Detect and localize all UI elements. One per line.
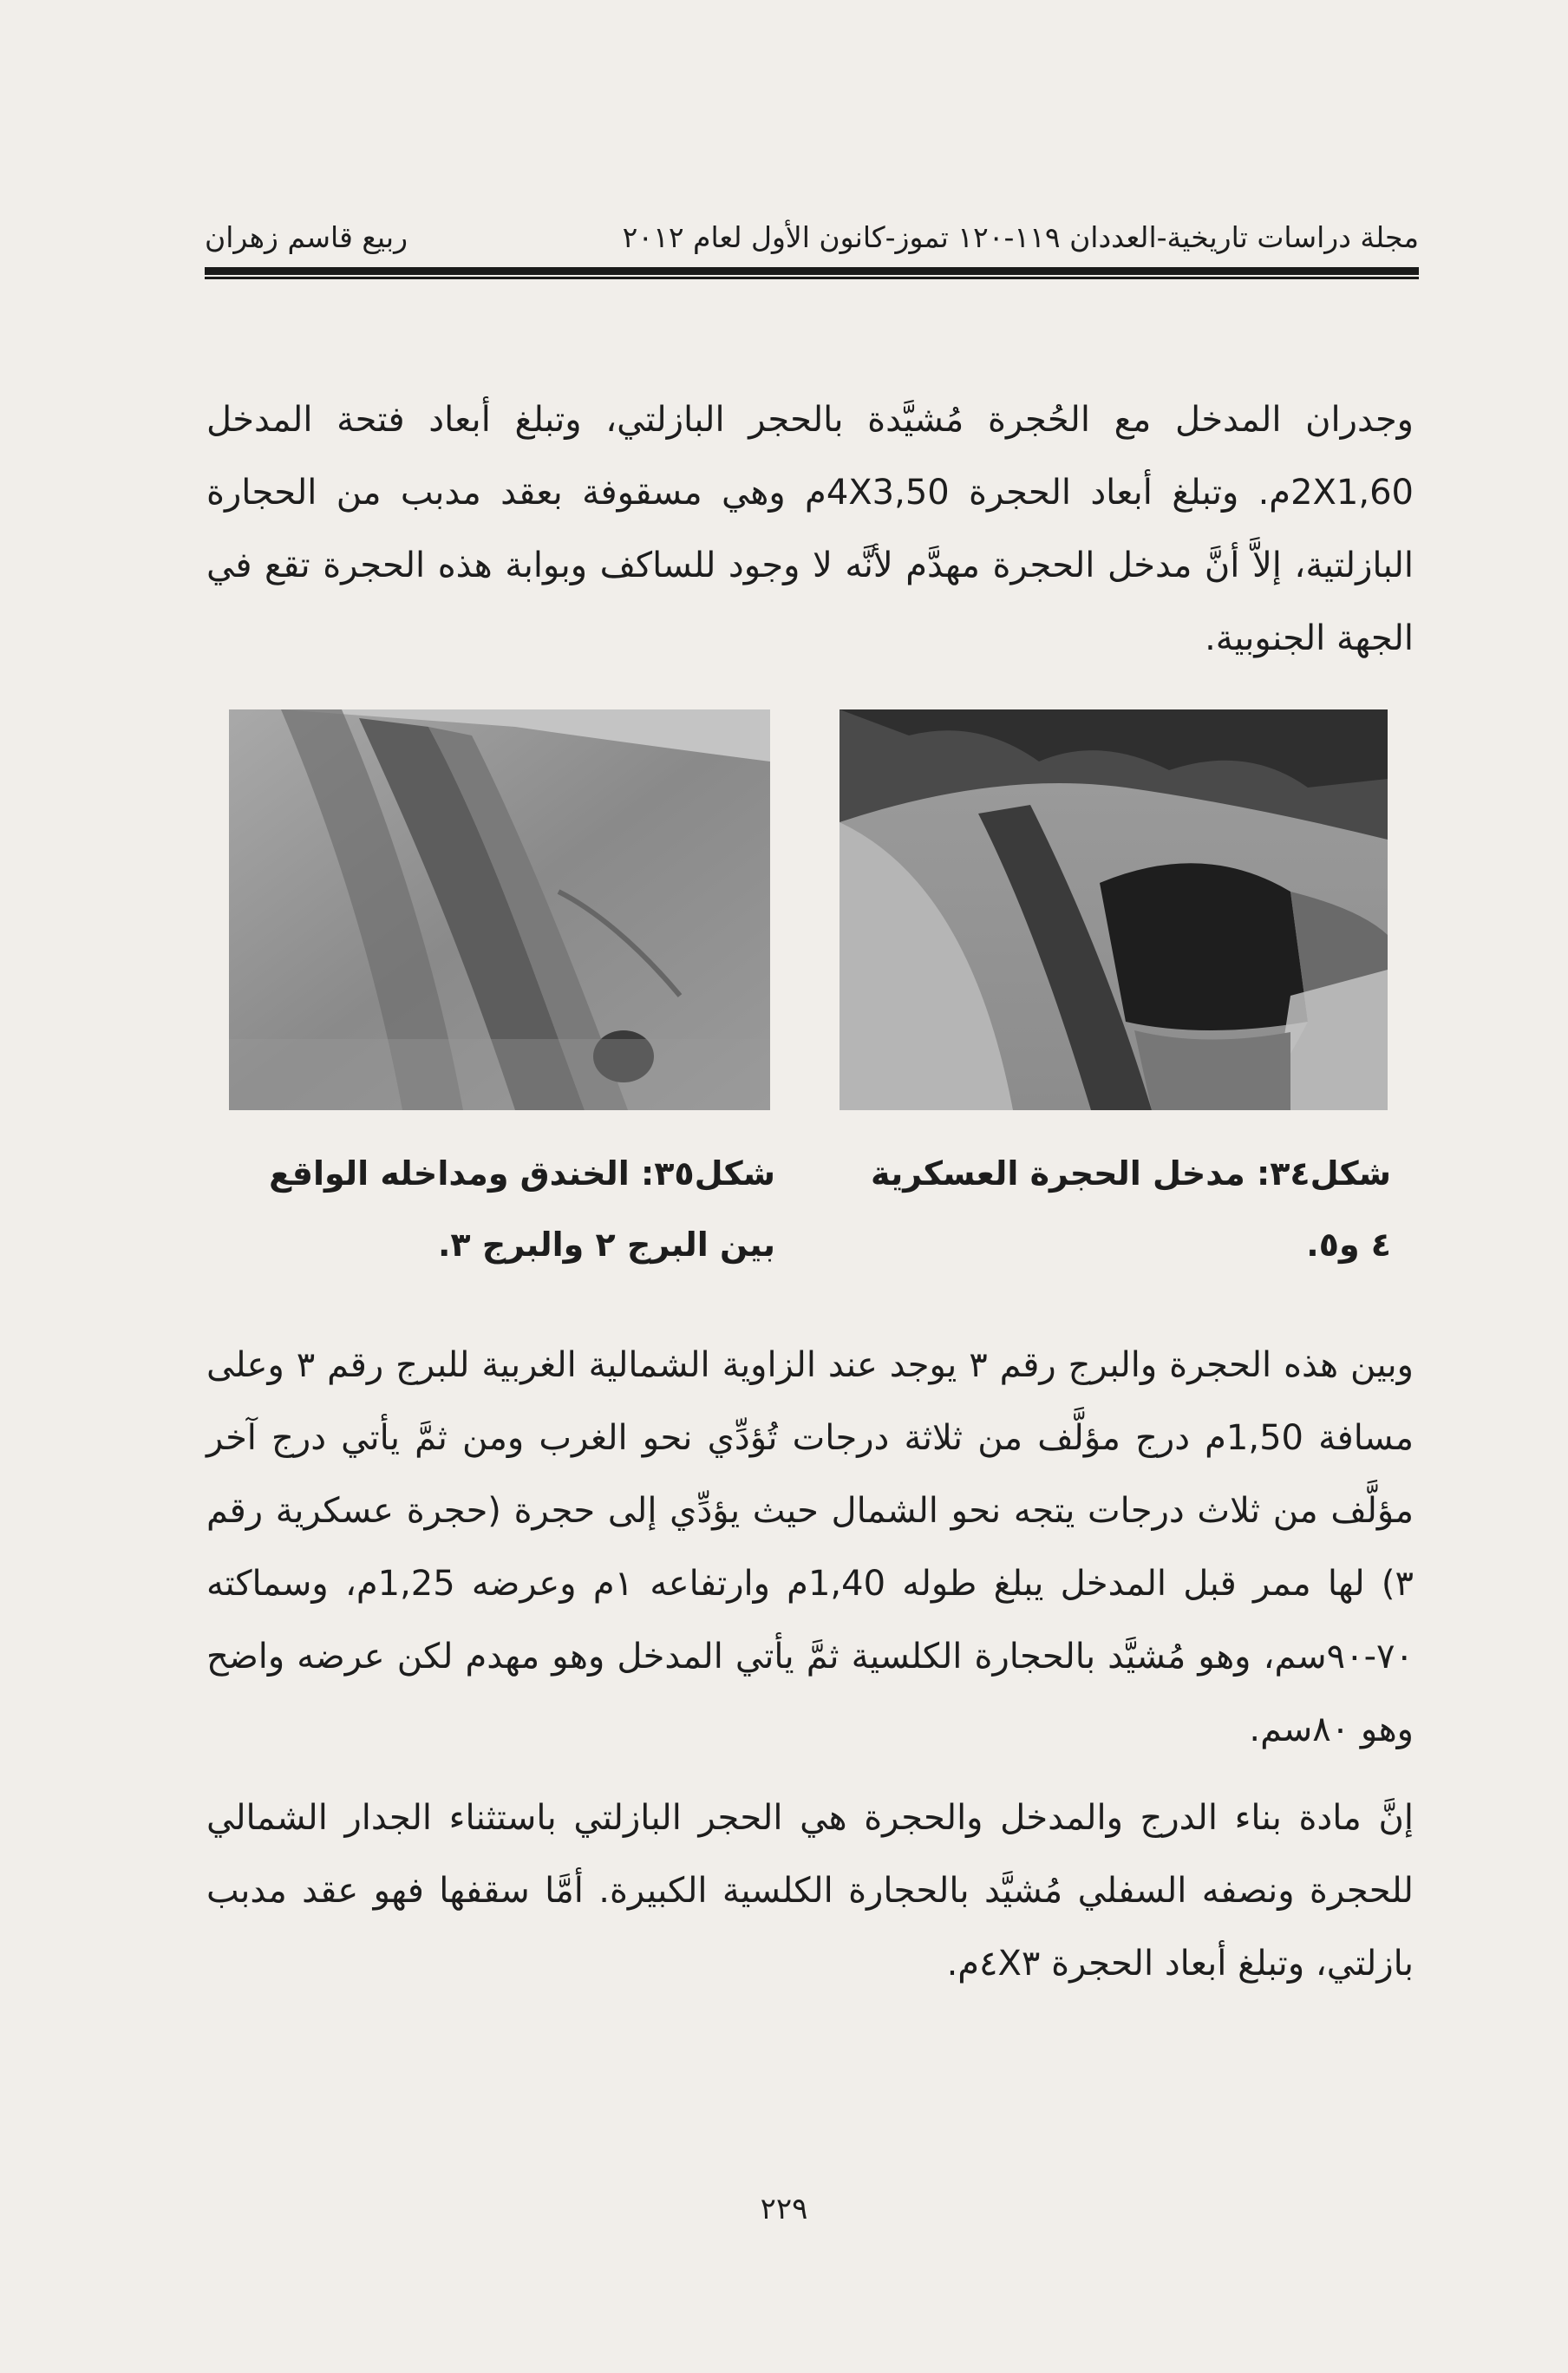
body-paragraph-2: وبين هذه الحجرة والبرج رقم ٣ يوجد عند الزاوية الشمالية الغربية للبرج رقم ٣ وعلى مسافة 1,50م درج مؤلَّف من ثلاثة درجات تُؤدِّي نحو الغرب ومن ثمَّ يأتي درج آخر مؤلَّف من ثلاث درجات يتجه نحو الشمال حيث يؤدِّي إلى حجرة (حجرة عسكرية رقم ٣) لها ممر قبل المدخل يبلغ طوله 1,40م وارتفاعه ١م وعرضه 1,25م، وسماكته ٧٠-٩٠سم، وهو مُشيَّد بالحجارة الكلسية ثمَّ يأتي المدخل وهو مهدم لكن عرضه واضح وهو ٨٠سم. [206,1345,1414,1749]
body-paragraph-3: إنَّ مادة بناء الدرج والمدخل والحجرة هي الحجر البازلتي باستثناء الجدار الشمالي للحجرة ونصفه السفلي مُشيَّد بالحجارة الكلسية الكبيرة. أمَّا سقفها فهو عقد مدبب بازلتي، وتبلغ أبعاد الحجرة ٤X٣م. [206,1798,1414,1984]
figure-35-caption: شكل٣٥: الخندق ومداخله الواقع بين البرج ٢ والبرج ٣. [269,1154,775,1264]
running-header [205,217,1419,269]
page-number: ٢٢٩ [760,2192,808,2226]
body-paragraph-1: وجدران المدخل مع الحُجرة مُشيَّدة بالحجر البازلتي، وتبلغ أبعاد فتحة المدخل 2X1,60م. وتبلغ أبعاد الحجرة 4X3,50م وهي مسقوفة بعقد مدبب من الحجارة البازلتية، إلاَّ أنَّ مدخل الحجرة مهدَّم لأنَّه لا وجود للساكف وبوابة هذه الحجرة تقع في الجهة الجنوبية. [206,400,1414,658]
figure-34-caption: شكل٣٤: مدخل الحجرة العسكرية ٤ و٥. [870,1154,1391,1264]
journal-title: مجلة دراسات تاريخية-العددان ١١٩-١٢٠ تموز-كانون الأول لعام ٢٠١٢ [622,220,1419,254]
header-rule [205,267,1419,279]
author-name: ربيع قاسم زهران [205,220,408,254]
trench-photo [229,709,770,1110]
chamber-entrance-photo [840,709,1388,1110]
